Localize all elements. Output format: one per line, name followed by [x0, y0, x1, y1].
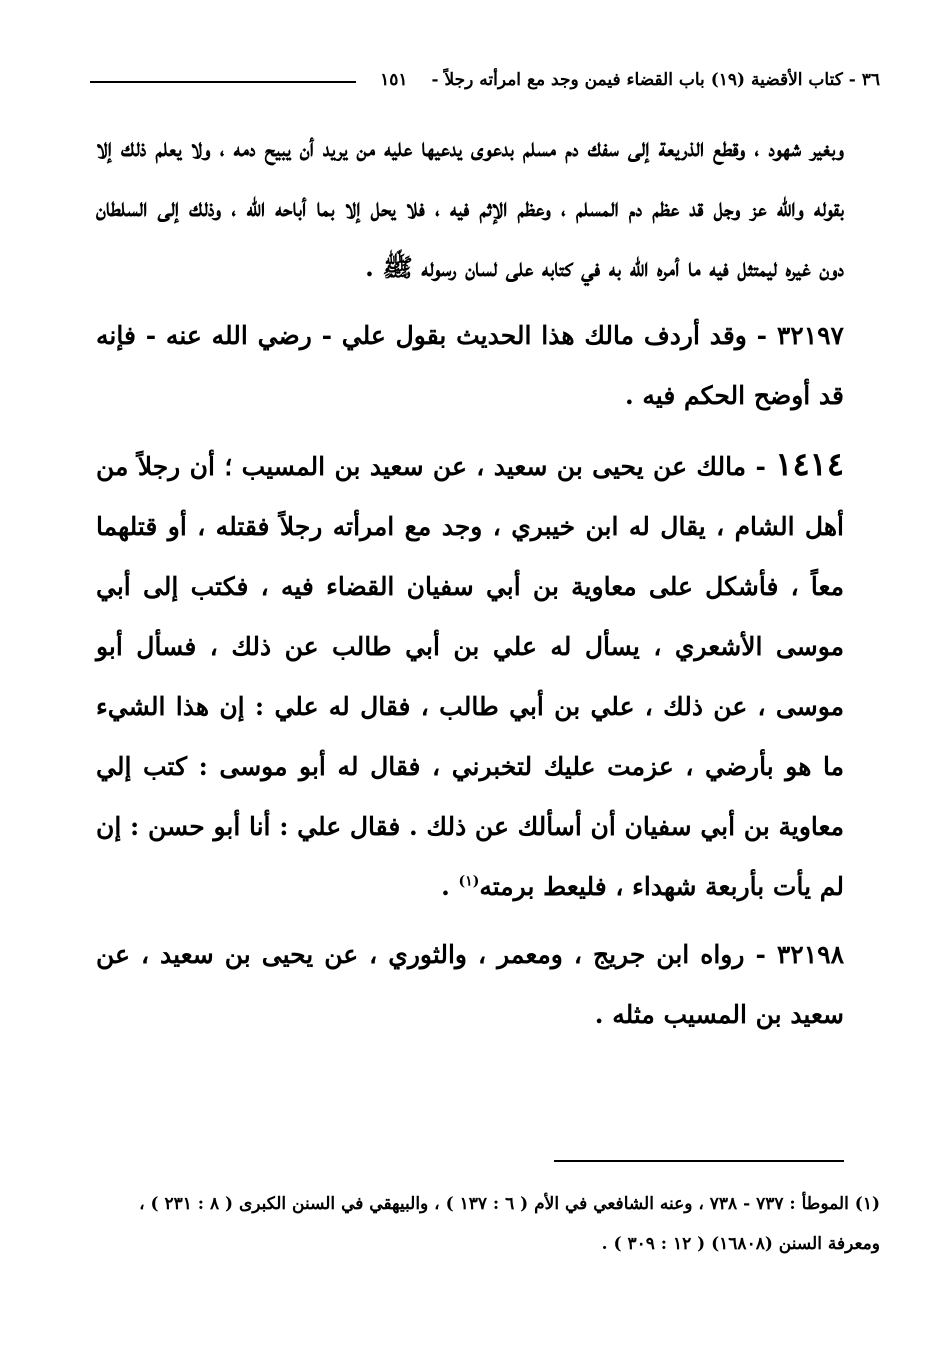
- hadith-number-1414: ١٤١٤: [775, 445, 844, 483]
- page-number: ١٥١: [380, 70, 408, 90]
- paragraph-32198: [96, 925, 844, 1045]
- paragraph-32197-text: - وقد أردف مالك هذا الحديث بقول علي - رضي الله عنه - فإنه قد أوضح الحكم فيه .: [96, 321, 844, 410]
- hadith-1414-text: - مالك عن يحيى بن سعيد ، عن سعيد بن المسيب ؛ أن رجلاً من أهل الشام ، يقال له ابن خيبري ، وجد مع امرأته رجلاً فقتله ، أو قتلهما معاً ، فأشكل على معاوية بن أبي سفيان القضاء فيه ، فكتب إلى أبي موسى الأشعري ، يسأل له علي بن أبي طالب عن ذلك ، فسأل أبو موسى ، عن ذلك ، علي بن أبي طالب ، فقال له علي : إن هذا الشيء ما هو بأرضي ، عزمت عليك لتخبرني ، فقال له أبو موسى : كتب إلي معاوية بن أبي سفيان أن أسألك عن ذلك . فقال علي : أنا أبو حسن : إن لم يأت بأربعة شهداء ، فليعط برمته: [96, 452, 844, 901]
- header-rule: [90, 81, 356, 83]
- paragraph-number-32197: ٣٢١٩٧: [776, 321, 844, 350]
- header-title: ٣٦ - كتاب الأقضية (١٩) باب القضاء فيمن وجد مع امرأته رجلاً -: [431, 70, 880, 90]
- main-text: [96, 118, 844, 1053]
- footnote-reference[interactable]: (١): [458, 873, 480, 890]
- running-header: [90, 60, 880, 100]
- hadith-1414: [96, 434, 844, 917]
- paragraph-number-32198: ٣٢١٩٨: [776, 940, 844, 969]
- footnote-divider: [554, 1160, 844, 1162]
- footnote: [96, 1184, 880, 1264]
- footnote-text: (١) الموطأ : ٧٣٧ - ٧٣٨ ، وعنه الشافعي في الأم ( ٦ : ١٣٧ ) ، والبيهقي في السنن الكبرى ( ٨ : ٢٣١ ) ، ومعرفة السنن (١٦٨٠٨) ( ١٢ : ٣٠٩ ) .: [139, 1194, 880, 1254]
- hadith-1414-end: .: [441, 872, 459, 901]
- paragraph-1: [96, 118, 844, 298]
- paragraph-32198-text: - رواه ابن جريج ، ومعمر ، والثوري ، عن يحيى بن سعيد ، عن سعيد بن المسيب مثله .: [96, 940, 844, 1029]
- paragraph-32197: [96, 306, 844, 426]
- paragraph-1-text: وبغير شهود ، وقطع الذريعة إلى سفك دم مسلم بدعوى يدعيها عليه من يريد أن يبيح دمه ، ولا يعلم ذلك إلا بقوله والله عز وجل قد عظم دم المسلم ، وعظم الإثم فيه ، فلا يحل إلا بما أباحه الله ، وذلك إلى السلطان دون غيره ليمتثل فيه ما أمره الله به في كتابه على لسان رسوله ﷺ .: [96, 133, 844, 282]
